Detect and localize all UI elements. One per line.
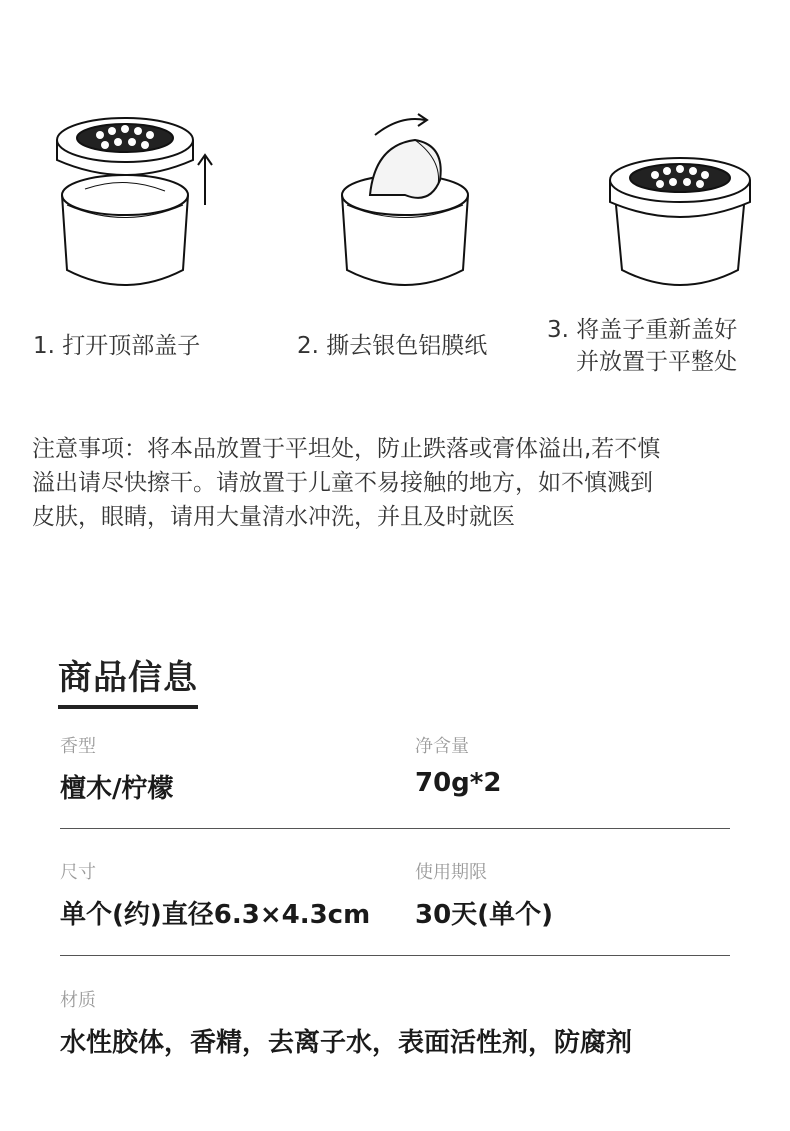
step1-label: 1. 打开顶部盖子: [33, 333, 201, 359]
net-content-label: 净含量: [415, 736, 469, 757]
notice-line: 注意事项：将本品放置于平坦处，防止跌落或膏体溢出,若不慎: [32, 436, 661, 462]
step3-label-line1: 3. 将盖子重新盖好: [547, 317, 738, 343]
notice-line: 溢出请尽快擦干。请放置于儿童不易接触的地方，如不慎溅到: [32, 470, 653, 496]
material-value: 水性胶体，香精，去离子水，表面活性剂，防腐剂: [60, 1028, 633, 1058]
step1-open-lid-illustration: [45, 105, 225, 305]
shelf-life-label: 使用期限: [415, 862, 487, 883]
step2-peel-foil-illustration: [330, 110, 480, 305]
step3-closed-jar-illustration: [600, 150, 760, 300]
scent-value: 檀木/柠檬: [60, 774, 174, 804]
usage-steps: [0, 0, 790, 420]
divider: [60, 955, 730, 956]
material-label: 材质: [60, 990, 96, 1011]
shelf-life-value: 30天(单个): [415, 900, 553, 930]
size-value: 单个(约)直径6.3×4.3cm: [60, 900, 371, 930]
notice-text: [32, 432, 772, 534]
scent-label: 香型: [60, 736, 96, 757]
notice-line: 皮肤，眼睛，请用大量清水冲洗，并且及时就医: [32, 504, 515, 530]
step3-label-line2: 并放置于平整处: [576, 349, 737, 375]
step2-label: 2. 撕去银色铝膜纸: [297, 333, 488, 359]
divider: [60, 828, 730, 829]
size-label: 尺寸: [60, 862, 96, 883]
net-content-value: 70g*2: [415, 768, 502, 798]
product-info-title: 商品信息: [58, 650, 198, 709]
